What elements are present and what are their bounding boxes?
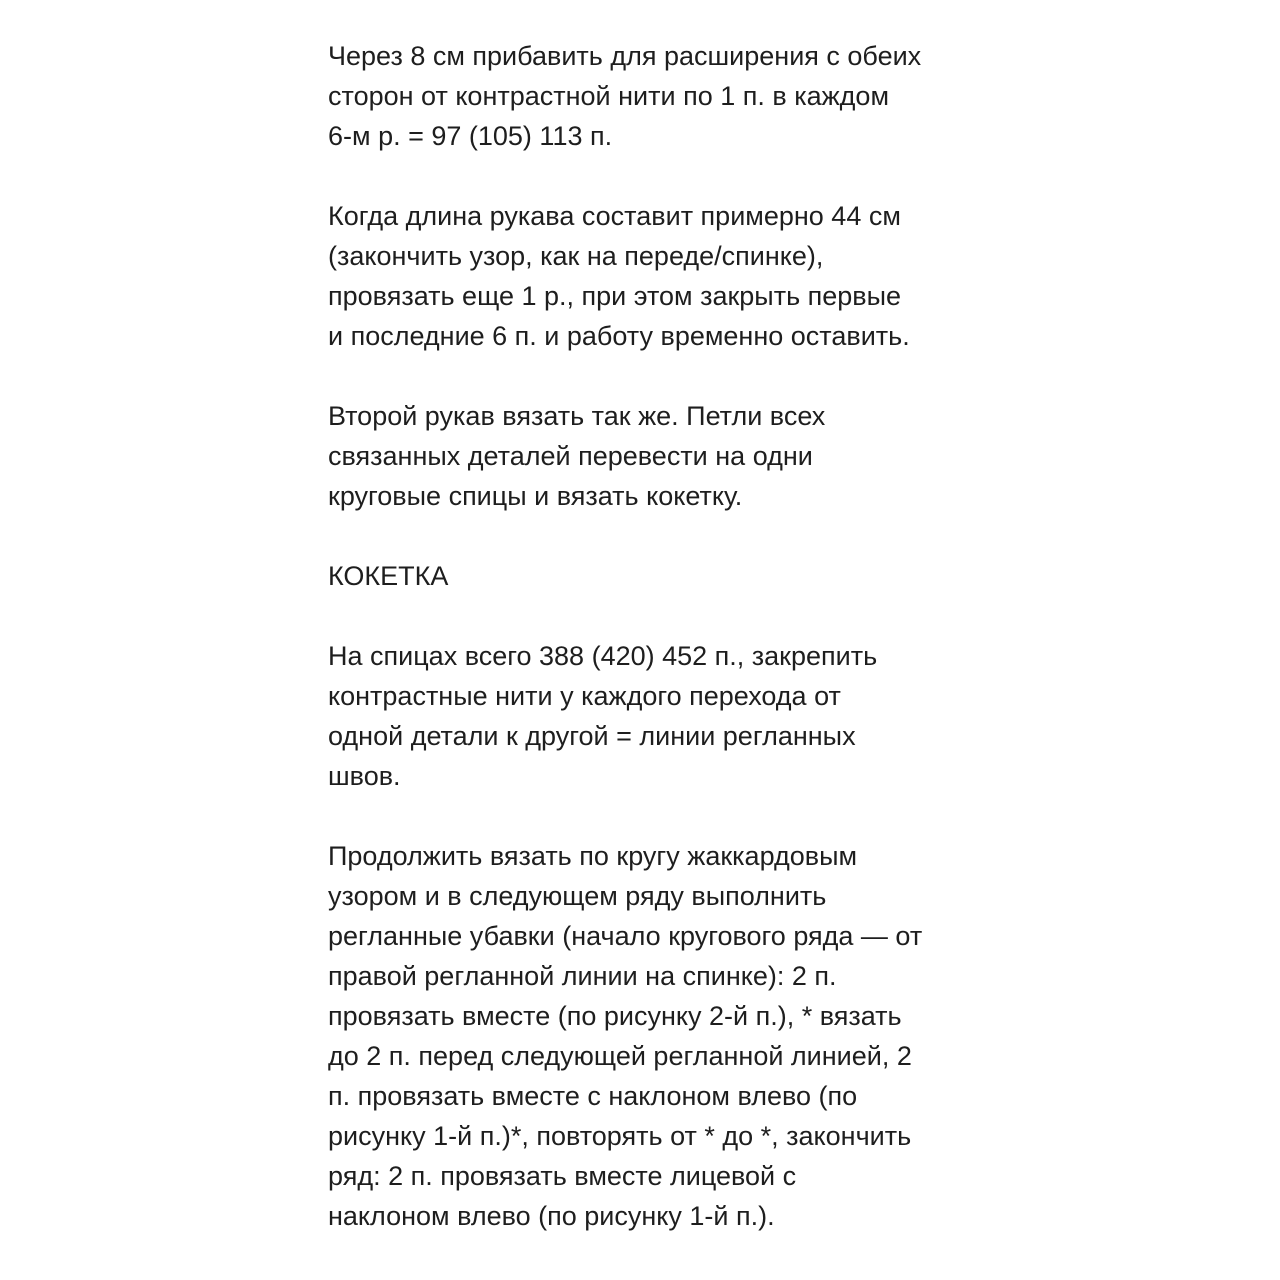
text-line: сторон от контрастной нити по 1 п. в каждом bbox=[328, 81, 890, 111]
text-line: и последние 6 п. и работу временно оставить. bbox=[328, 321, 910, 351]
text-line: провязать вместе (по рисунку 2-й п.), * вязать bbox=[328, 1001, 902, 1031]
text-line: связанных деталей перевести на одни bbox=[328, 441, 813, 471]
text-line: 6-м р. = 97 (105) 113 п. bbox=[328, 121, 613, 151]
paragraph-second-sleeve bbox=[328, 396, 968, 516]
paragraph-yoke-stitches bbox=[328, 636, 968, 796]
paragraph-sleeve-length bbox=[328, 196, 968, 356]
text-line: до 2 п. перед следующей регланной линией, 2 bbox=[328, 1041, 912, 1071]
text-line: рисунку 1-й п.)*, повторять от * до *, закончить bbox=[328, 1121, 912, 1151]
text-line: наклоном влево (по рисунку 1-й п.). bbox=[328, 1201, 775, 1231]
text-line: ряд: 2 п. провязать вместе лицевой с bbox=[328, 1161, 797, 1191]
document-text bbox=[328, 36, 968, 1276]
text-line: Второй рукав вязать так же. Петли всех bbox=[328, 401, 826, 431]
text-line: На спицах всего 388 (420) 452 п., закрепить bbox=[328, 641, 878, 671]
text-line: Через 8 см прибавить для расширения с обеих bbox=[328, 41, 922, 71]
text-line: одной детали к другой = линии регланных bbox=[328, 721, 856, 751]
text-line: контрастные нити у каждого перехода от bbox=[328, 681, 841, 711]
text-line: Когда длина рукава составит примерно 44 см bbox=[328, 201, 901, 231]
section-heading-yoke bbox=[328, 556, 968, 596]
heading-text: КОКЕТКА bbox=[328, 561, 449, 591]
text-line: п. провязать вместе с наклоном влево (по bbox=[328, 1081, 858, 1111]
paragraph-sleeve-increase bbox=[328, 36, 968, 156]
text-line: провязать еще 1 р., при этом закрыть первые bbox=[328, 281, 902, 311]
text-line: (закончить узор, как на переде/спинке), bbox=[328, 241, 824, 271]
text-line: правой регланной линии на спинке): 2 п. bbox=[328, 961, 837, 991]
text-line: регланные убавки (начало кругового ряда — от bbox=[328, 921, 923, 951]
text-line: круговые спицы и вязать кокетку. bbox=[328, 481, 743, 511]
paragraph-raglan-decreases bbox=[328, 836, 968, 1236]
text-line: Продолжить вязать по кругу жаккардовым bbox=[328, 841, 858, 871]
text-line: узором и в следующем ряду выполнить bbox=[328, 881, 827, 911]
text-line: швов. bbox=[328, 761, 401, 791]
